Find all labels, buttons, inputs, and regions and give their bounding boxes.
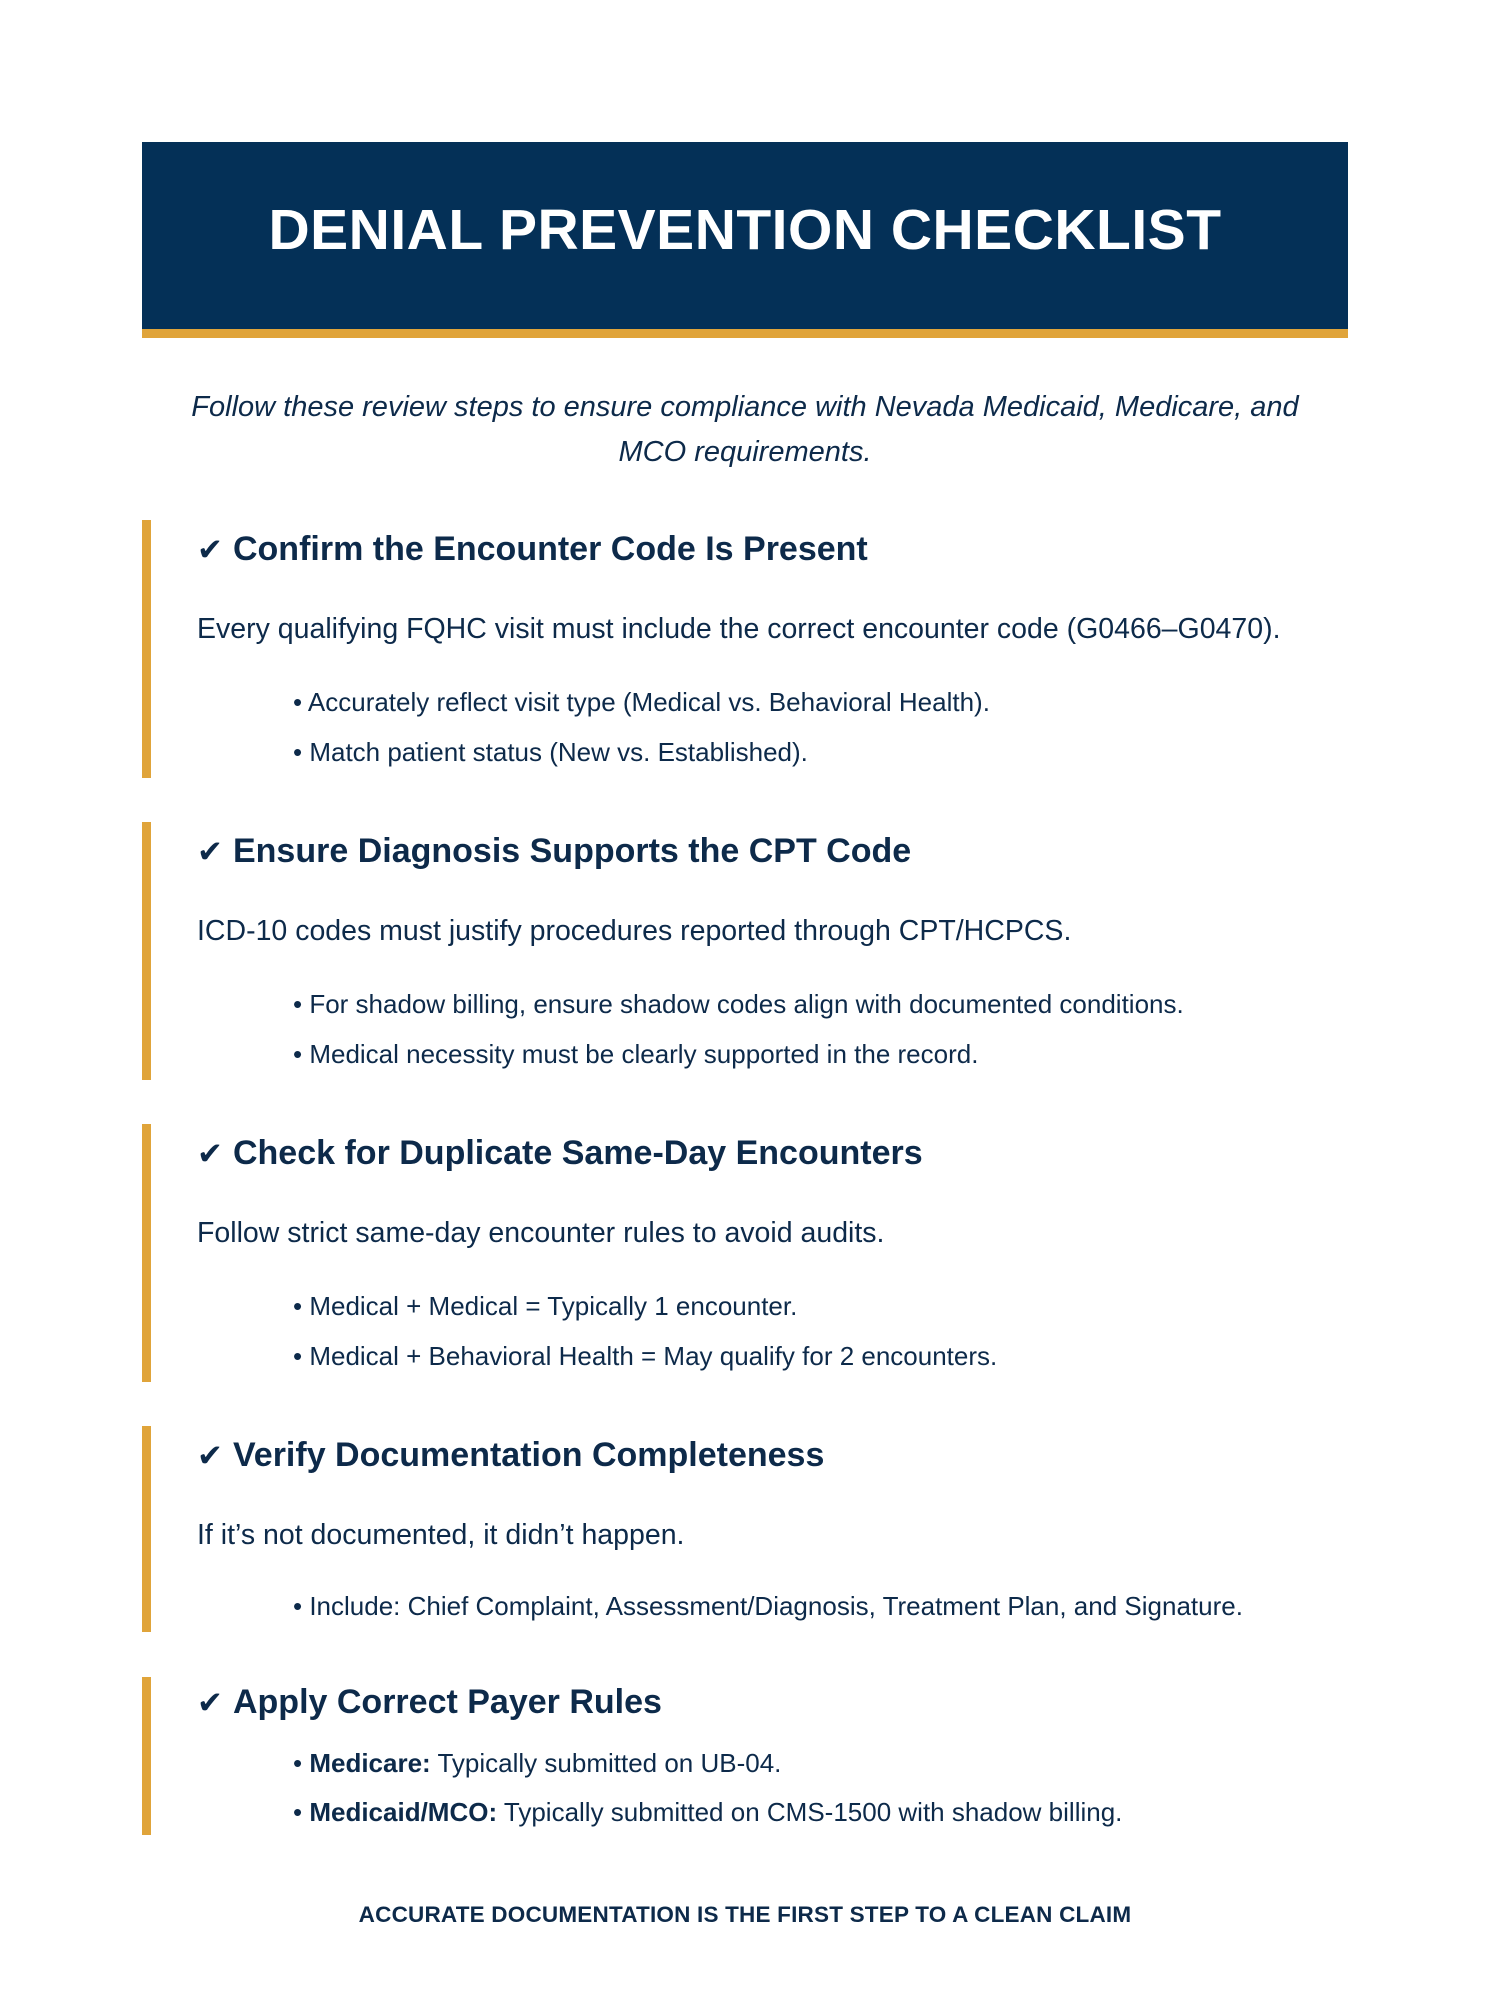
list-item-medicare [293, 1748, 781, 1779]
list-item: • Medical + Medical = Typically 1 encounter. [293, 1291, 798, 1321]
section-title-text: Apply Correct Payer Rules [232, 1683, 662, 1721]
section-title [197, 1683, 662, 1722]
section-title [197, 1436, 824, 1475]
payer-label: Medicaid/MCO: [309, 1797, 498, 1827]
list-item: • Match patient status (New vs. Established). [293, 737, 808, 767]
list-item: • For shadow billing, ensure shadow codes align with documented conditions. [293, 989, 1184, 1019]
section-title [197, 832, 911, 871]
section-description: Every qualifying FQHC visit must include the correct encounter code (G0466–G0470). [197, 613, 1281, 645]
footer-tagline: ACCURATE DOCUMENTATION IS THE FIRST STEP TO A CLEAN CLAIM [358, 1902, 1132, 1927]
section-documentation [142, 1426, 1348, 1632]
section-title-text: Check for Duplicate Same-Day Encounters [232, 1134, 923, 1172]
section-title-text: Verify Documentation Completeness [232, 1436, 825, 1474]
check-icon: ✔ [197, 1685, 223, 1720]
bullet-marker: • [293, 1797, 310, 1827]
check-icon: ✔ [197, 1438, 223, 1473]
check-icon: ✔ [197, 1136, 223, 1171]
list-item: • Medical necessity must be clearly supported in the record. [293, 1039, 979, 1069]
page-title: DENIAL PREVENTION CHECKLIST [268, 197, 1222, 262]
list-item: • Accurately reflect visit type (Medical vs. Behavioral Health). [293, 687, 990, 717]
list-item-medicaid [293, 1797, 1122, 1828]
list-item: • Include: Chief Complaint, Assessment/Diagnosis, Treatment Plan, and Signature. [293, 1591, 1243, 1621]
section-title [197, 530, 868, 569]
check-icon: ✔ [197, 532, 223, 567]
section-description: If it’s not documented, it didn’t happen. [197, 1519, 685, 1551]
section-title-text: Confirm the Encounter Code Is Present [232, 530, 868, 568]
section-title-text: Ensure Diagnosis Supports the CPT Code [232, 832, 912, 870]
section-title [197, 1134, 923, 1173]
section-description: ICD-10 codes must justify procedures reported through CPT/HCPCS. [197, 915, 1072, 947]
section-payer-rules [142, 1677, 1348, 1835]
intro-line-1: Follow these review steps to ensure compliance with Nevada Medicaid, Medicare, and [191, 391, 1299, 423]
check-icon: ✔ [197, 834, 223, 869]
section-duplicate-encounters [142, 1124, 1348, 1382]
intro-text [170, 385, 1320, 475]
section-diagnosis-cpt [142, 822, 1348, 1080]
section-description: Follow strict same-day encounter rules to avoid audits. [197, 1217, 885, 1249]
payer-text: Typically submitted on CMS-1500 with shadow billing. [497, 1797, 1123, 1827]
payer-text: Typically submitted on UB-04. [430, 1748, 782, 1778]
header-banner [142, 142, 1348, 338]
payer-label: Medicare: [309, 1748, 431, 1778]
list-item: • Medical + Behavioral Health = May qualify for 2 encounters. [293, 1341, 998, 1371]
intro-line-2: MCO requirements. [618, 436, 872, 468]
bullet-marker: • [293, 1748, 310, 1778]
section-encounter-code [142, 520, 1348, 778]
